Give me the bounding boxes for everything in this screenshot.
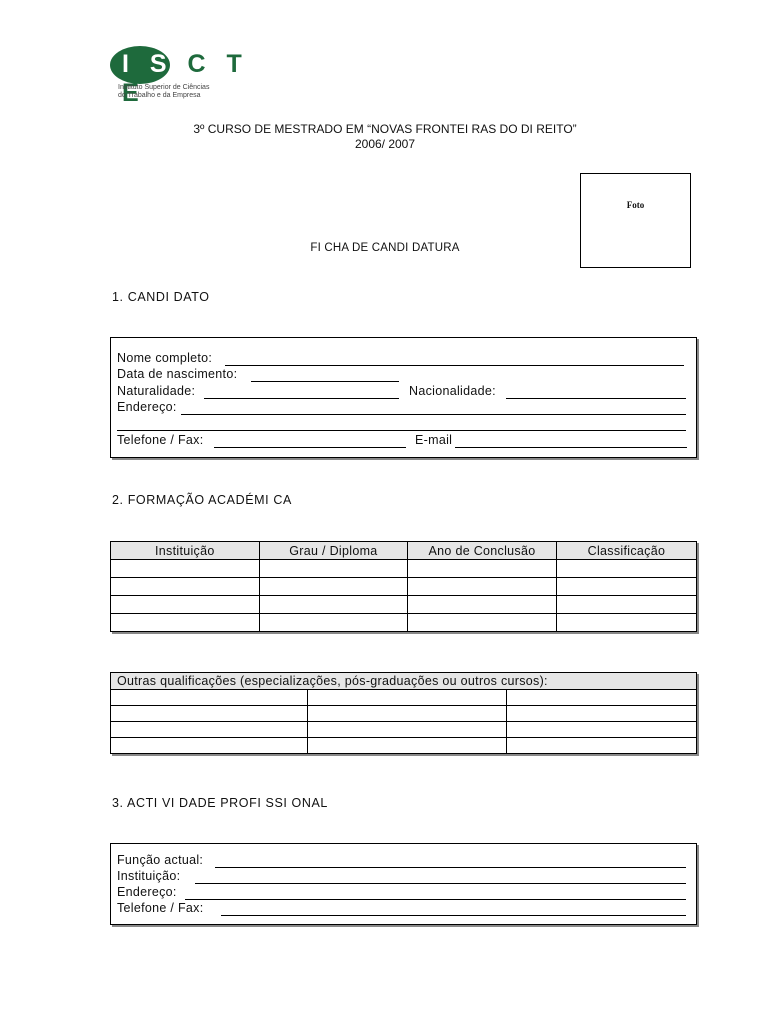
endereco-field-2[interactable] [117, 430, 686, 431]
endereco-label: Endereço: [117, 400, 177, 414]
table-cell[interactable] [308, 706, 507, 722]
telefone-prof-label: Telefone / Fax: [117, 901, 204, 915]
col-instituicao: Instituição [111, 542, 260, 560]
table-cell[interactable] [111, 596, 260, 614]
section-formacao-heading: 2. FORMAÇÃO ACADÉMI CA [112, 493, 292, 507]
email-field[interactable] [455, 447, 687, 448]
iscte-logo [110, 46, 280, 106]
table-row [111, 738, 697, 754]
logo-subtitle-line2: do Trabalho e da Empresa [118, 92, 201, 99]
table-header-row [111, 673, 697, 690]
endereco-prof-field[interactable] [185, 899, 686, 900]
table-cell[interactable] [308, 690, 507, 706]
academic-table [110, 541, 697, 632]
naturalidade-label: Naturalidade: [117, 384, 196, 398]
telefone-label: Telefone / Fax: [117, 433, 204, 447]
table-cell[interactable] [259, 578, 408, 596]
table-row [111, 690, 697, 706]
section-candidato-heading: 1. CANDI DATO [112, 290, 210, 304]
table-cell[interactable] [111, 722, 308, 738]
telefone-field[interactable] [214, 447, 406, 448]
table-cell[interactable] [507, 738, 697, 754]
col-grau: Grau / Diploma [259, 542, 408, 560]
table-cell[interactable] [556, 578, 696, 596]
course-title: 3º CURSO DE MESTRADO EM “NOVAS FRONTEI RAS DO DI REITO” [193, 122, 577, 136]
table-cell[interactable] [259, 614, 408, 632]
table-cell[interactable] [507, 722, 697, 738]
table-cell[interactable] [111, 690, 308, 706]
outras-qualificacoes-label: Outras qualificações (especializações, pós-graduações ou outros cursos): [111, 673, 697, 690]
logo-subtitle-line1: Instituto Superior de Ciências [118, 84, 210, 91]
table-cell[interactable] [556, 614, 696, 632]
table-cell[interactable] [556, 596, 696, 614]
table-cell[interactable] [111, 578, 260, 596]
table-header-row [111, 542, 697, 560]
nome-field[interactable] [225, 365, 684, 366]
endereco-field[interactable] [181, 414, 686, 415]
table-row [111, 560, 697, 578]
funcao-field[interactable] [215, 867, 686, 868]
table-cell[interactable] [111, 738, 308, 754]
logo-wordmark: I S C T E [122, 50, 249, 107]
table-row [111, 706, 697, 722]
table-row [111, 596, 697, 614]
table-row [111, 578, 697, 596]
endereco-prof-label: Endereço: [117, 885, 177, 899]
table-cell[interactable] [308, 722, 507, 738]
table-cell[interactable] [259, 596, 408, 614]
photo-label: Foto [626, 200, 645, 210]
table-cell[interactable] [507, 706, 697, 722]
table-row [111, 722, 697, 738]
table-cell[interactable] [408, 578, 557, 596]
candidate-fields-box [110, 337, 697, 458]
table-cell[interactable] [111, 706, 308, 722]
col-classificacao: Classificação [556, 542, 696, 560]
instituicao-label: Instituição: [117, 869, 181, 883]
form-title: FI CHA DE CANDI DATURA [310, 242, 460, 254]
table-cell[interactable] [556, 560, 696, 578]
instituicao-field[interactable] [195, 883, 686, 884]
funcao-label: Função actual: [117, 853, 204, 867]
table-cell[interactable] [308, 738, 507, 754]
table-cell[interactable] [507, 690, 697, 706]
other-qualifications-table [110, 672, 697, 754]
data-nascimento-label: Data de nascimento: [117, 367, 238, 381]
section-actividade-heading: 3. ACTI VI DADE PROFI SSI ONAL [112, 796, 328, 810]
logo-subtitle [118, 84, 209, 100]
table-cell[interactable] [408, 560, 557, 578]
table-row [111, 614, 697, 632]
table-cell[interactable] [408, 614, 557, 632]
table-cell[interactable] [111, 560, 260, 578]
nome-label: Nome completo: [117, 351, 213, 365]
nacionalidade-label: Nacionalidade: [409, 384, 496, 398]
data-nascimento-field[interactable] [251, 381, 399, 382]
email-label: E-mail [415, 433, 453, 447]
table-cell[interactable] [111, 614, 260, 632]
col-ano: Ano de Conclusão [408, 542, 557, 560]
course-year: 2006/ 2007 [354, 137, 416, 151]
nacionalidade-field[interactable] [506, 398, 686, 399]
telefone-prof-field[interactable] [221, 915, 686, 916]
table-cell[interactable] [259, 560, 408, 578]
table-cell[interactable] [408, 596, 557, 614]
naturalidade-field[interactable] [204, 398, 399, 399]
professional-fields-box [110, 843, 697, 925]
